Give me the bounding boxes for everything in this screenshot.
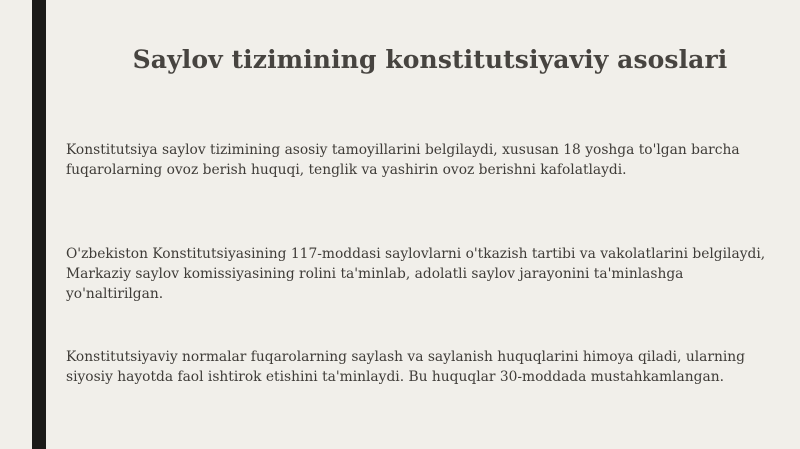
paragraph-constitution-principles: Konstitutsiya saylov tizimining asosiy tamoyillarini belgilaydi, xususan 18 yoshga to'lgan barcha fuqarolarning ovoz berish huquqi, tenglik va yashirin ovoz berishni kafolatlaydi. <box>66 141 740 178</box>
slide-title: Saylov tizimining konstitutsiyaviy asoslari <box>132 44 728 74</box>
left-accent-bar <box>32 0 46 449</box>
paragraph-electoral-rights: Konstitutsiyaviy normalar fuqarolarning saylash va saylanish huquqlarini himoya qiladi, ularning siyosiy hayotda faol ishtirok etishini ta'minlaydi. Bu huquqlar 30-moddada mustahkamlangan. <box>66 348 746 385</box>
paragraph-article-117: O'zbekiston Konstitutsiyasining 117-moddasi saylovlarni o'tkazish tartibi va vakolatlarini belgilaydi, Markaziy saylov komissiyasining rolini ta'minlab, adolatli saylov jarayonini ta'minlashga yo'naltirilgan. <box>66 245 766 302</box>
